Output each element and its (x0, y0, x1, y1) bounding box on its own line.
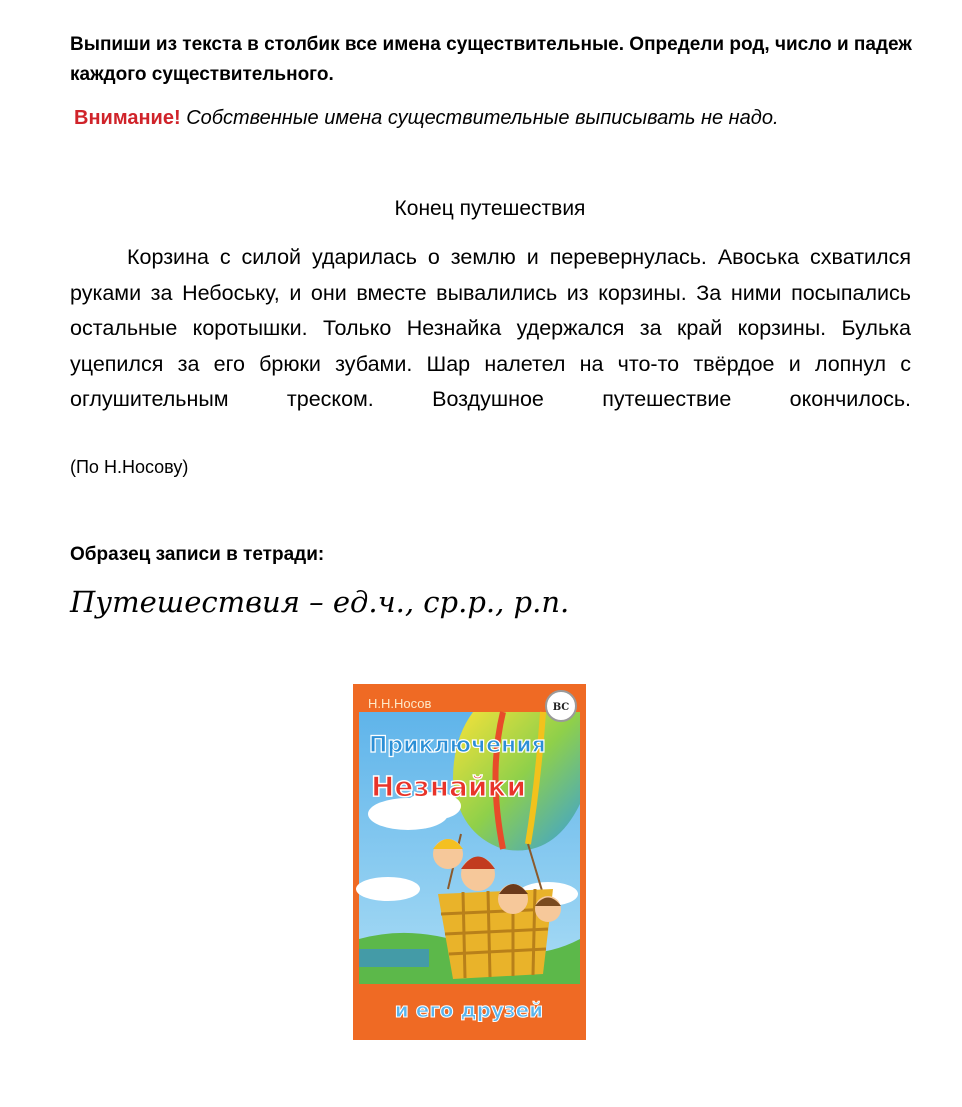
attention-note (74, 104, 779, 132)
book-cover-image (353, 684, 586, 1040)
sample-line: Путешествия – ед.ч., ср.р., р.п. (70, 585, 570, 619)
cover-badge: ВС (552, 702, 570, 713)
cover-title-line3: и его друзей (394, 998, 544, 1022)
attention-text: Собственные имена существительные выписывать не надо. (186, 107, 779, 129)
cover-title-line1: Приключения (369, 733, 546, 758)
task-instruction: Выпиши из текста в столбик все имена существительные. Определи род, число и падеж каждого существительного. (70, 34, 912, 85)
cover-author: Н.Н.Носов (368, 696, 432, 711)
story-text: Корзина с силой ударилась о землю и перевернулась. Авоська схватился руками за Небоську, и они вместе вывалились из корзины. За ними посыпались остальные коротышки. Только Незнайка удержался за край корзины. Булька уцепился за его брюки зубами. Шар налетел на что-то твёрдое и лопнул с оглушительным треском. Воздушное путешествие окончилось. (70, 245, 911, 411)
story-title: Конец путешествия (394, 197, 586, 220)
cover-title-line2: Незнайки (371, 770, 527, 803)
sample-heading: Образец записи в тетради: (70, 544, 325, 565)
attention-label: Внимание! (74, 107, 181, 129)
story-source: (По Н.Носову) (70, 457, 189, 477)
